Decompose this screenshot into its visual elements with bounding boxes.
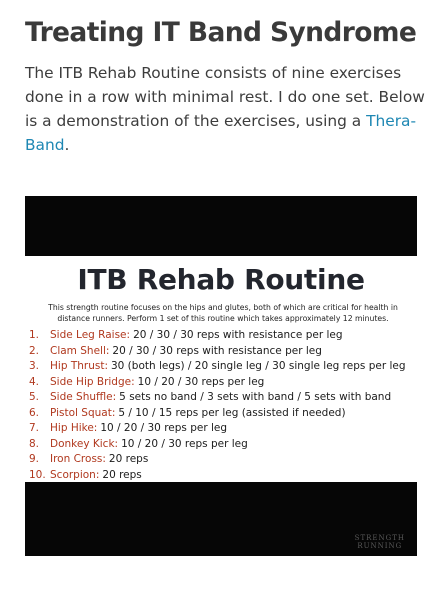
exercise-number: 5. [29,391,40,403]
exercise-detail: 5 sets no band / 3 sets with band / 5 sets with band [119,391,392,403]
exercise-number: 9. [29,453,40,465]
slide-title: ITB Rehab Routine [77,263,365,296]
exercise-number: 1. [29,329,40,341]
exercise-name: Iron Cross: [50,453,106,465]
exercise-number: 10. [29,468,46,481]
exercise-name: Donkey Kick: [50,437,119,450]
thera-band-link[interactable]: Thera-Band [25,112,417,154]
article [25,16,425,157]
routine-slide [25,256,417,482]
slide-description: This strength routine focuses on the hips and glutes, both of which are critical for health in distance runners. Perform 1 set of this routine which takes approximately 12 minutes. [48,303,398,323]
exercise-detail: 20 reps [102,468,142,481]
exercise-item [29,468,406,484]
logo-line-2: RUNNING [357,542,403,550]
exercise-detail: 30 (both legs) / 20 single leg / 30 single leg reps per leg [110,360,406,372]
exercise-name: Side Shuffle: [50,391,117,403]
exercise-list [29,328,406,483]
exercise-number: 6. [29,406,40,419]
exercise-number: 2. [29,344,40,357]
exercise-number: 7. [29,422,40,434]
exercise-detail: 10 / 20 / 30 reps per leg [137,375,265,388]
video-player[interactable] [25,196,417,556]
exercise-detail: 20 / 30 / 30 reps with resistance per leg [133,329,343,341]
exercise-item [29,421,406,437]
exercise-number: 8. [29,437,40,450]
exercise-number: 4. [29,375,40,388]
exercise-item [29,344,406,360]
exercise-detail: 20 / 30 / 30 reps with resistance per leg [112,344,322,357]
exercise-item [29,375,406,391]
exercise-detail: 10 / 20 / 30 reps per leg [121,437,248,450]
exercise-item [29,437,406,453]
exercise-detail: 20 reps [108,453,149,465]
exercise-item [29,390,406,406]
exercise-item [29,359,406,375]
exercise-detail: 5 / 10 / 15 reps per leg (assisted if needed) [118,406,346,419]
exercise-name: Clam Shell: [50,344,110,357]
exercise-name: Scorpion: [50,468,100,481]
intro-end: . [64,136,70,154]
exercise-detail: 10 / 20 / 30 reps per leg [100,422,228,434]
exercise-item [29,452,406,468]
logo-line-1: STRENGTH [354,534,405,542]
exercise-name: Hip Thrust: [50,360,108,372]
exercise-item [29,328,406,344]
exercise-name: Pistol Squat: [50,406,116,419]
article-intro [25,61,425,157]
intro-text: The ITB Rehab Routine consists of nine exercises done in a row with minimal rest. I do one set. Below is a demonstration of the exercises, using a [25,64,425,130]
exercise-item [29,406,406,422]
article-title: Treating IT Band Syndrome [25,17,417,48]
strength-running-logo [355,534,405,550]
exercise-name: Side Hip Bridge: [50,375,135,388]
exercise-name: Side Leg Raise: [50,329,131,341]
exercise-number: 3. [29,360,40,372]
exercise-name: Hip Hike: [50,422,98,434]
